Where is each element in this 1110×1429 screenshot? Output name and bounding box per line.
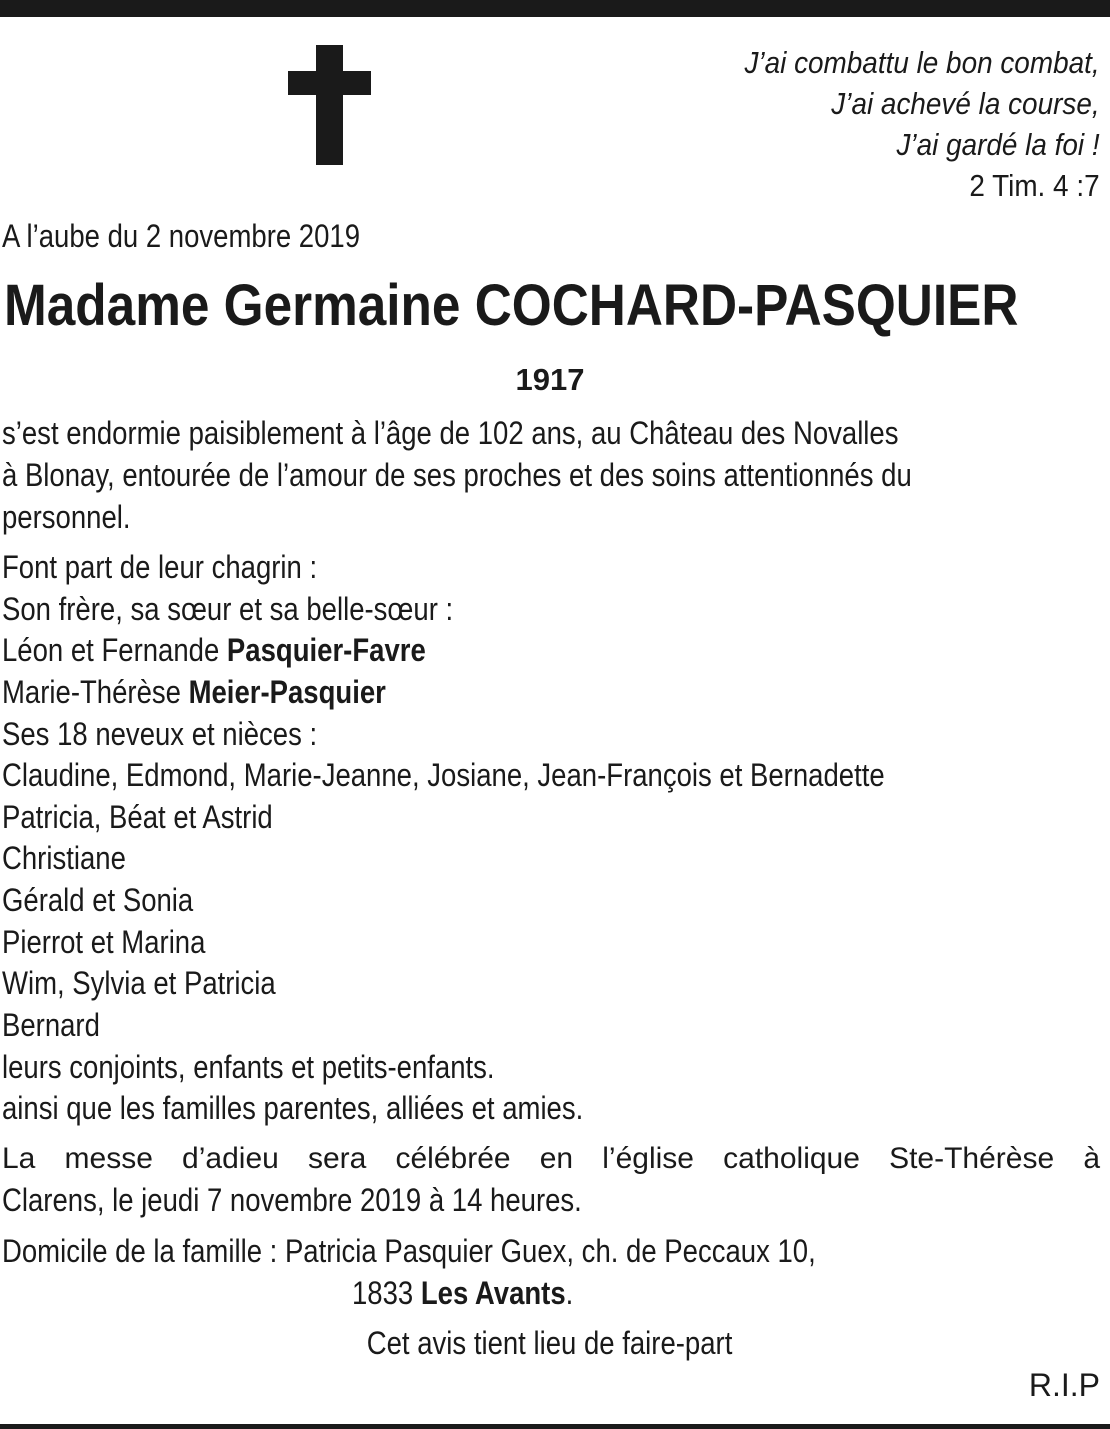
nephew-line: Claudine, Edmond, Marie-Jeanne, Josiane, Jean-François et Bernadette (2, 757, 885, 793)
nephews-heading: Ses 18 neveux et nièces : (2, 716, 318, 752)
family-intro: Font part de leur chagrin : (2, 549, 318, 585)
nephew-line: Wim, Sylvia et Patricia (2, 965, 276, 1001)
notice-text-inner: Cet avis tient lieu de faire-part (367, 1325, 733, 1361)
nephew-line: Patricia, Béat et Astrid (2, 799, 273, 835)
rip-text: R.I.P (1028, 1367, 1100, 1403)
spouses-line: leurs conjoints, enfants et petits-enfants. (2, 1049, 495, 1085)
notice-text (0, 1323, 1100, 1364)
announcement-line-1: s’est endormie paisiblement à l’âge de 102 ans, au Château des Novalles (2, 415, 899, 451)
announcement-line-3: personnel. (2, 499, 131, 535)
nephew-line: Gérald et Sonia (2, 882, 194, 918)
cross-icon (288, 45, 371, 165)
announcement-line-2: à Blonay, entourée de l’amour de ses proches et des soins attentionnés du (2, 457, 912, 493)
verse-line-2: J’ai achevé la course, (831, 86, 1100, 121)
bottom-rule (0, 1424, 1110, 1429)
sibling-2-surname: Meier-Pasquier (188, 674, 386, 710)
top-rule (0, 0, 1110, 17)
sibling-1 (2, 630, 426, 671)
nephew-line: Christiane (2, 840, 126, 876)
sibling-2-first-names: Marie-Thérèse (2, 674, 189, 710)
birth-year: 1917 (515, 362, 585, 397)
bible-verse (745, 42, 1100, 206)
verse-reference: 2 Tim. 4 :7 (969, 168, 1100, 203)
relatives-line: ainsi que les familles parentes, alliées et amies. (2, 1090, 584, 1126)
domicile-line-2 (352, 1273, 573, 1314)
sibling-1-first-names: Léon et Fernande (2, 632, 227, 668)
ceremony-line-1: La messe d’adieu sera célébrée en l’église catholique Ste-Thérèse à (2, 1142, 1100, 1175)
sibling-1-surname: Pasquier-Favre (226, 632, 426, 668)
siblings-heading: Son frère, sa sœur et sa belle-sœur : (2, 591, 454, 627)
ceremony-line-2: Clarens, le jeudi 7 novembre 2019 à 14 heures. (2, 1182, 582, 1218)
deceased-name: Madame Germaine COCHARD-PASQUIER (4, 273, 1019, 338)
domicile-town: Les Avants (420, 1275, 566, 1311)
verse-line-1: J’ai combattu le bon combat, (744, 45, 1100, 80)
domicile-postcode: 1833 (352, 1275, 421, 1311)
verse-line-3: J’ai gardé la foi ! (896, 127, 1100, 162)
domicile-line-1: Domicile de la famille : Patricia Pasquier Guex, ch. de Peccaux 10, (2, 1233, 816, 1269)
nephew-line: Bernard (2, 1007, 100, 1043)
nephew-line: Pierrot et Marina (2, 924, 206, 960)
intro-date: A l’aube du 2 novembre 2019 (2, 218, 361, 254)
sibling-2 (2, 672, 386, 713)
domicile-period: . (565, 1275, 574, 1311)
